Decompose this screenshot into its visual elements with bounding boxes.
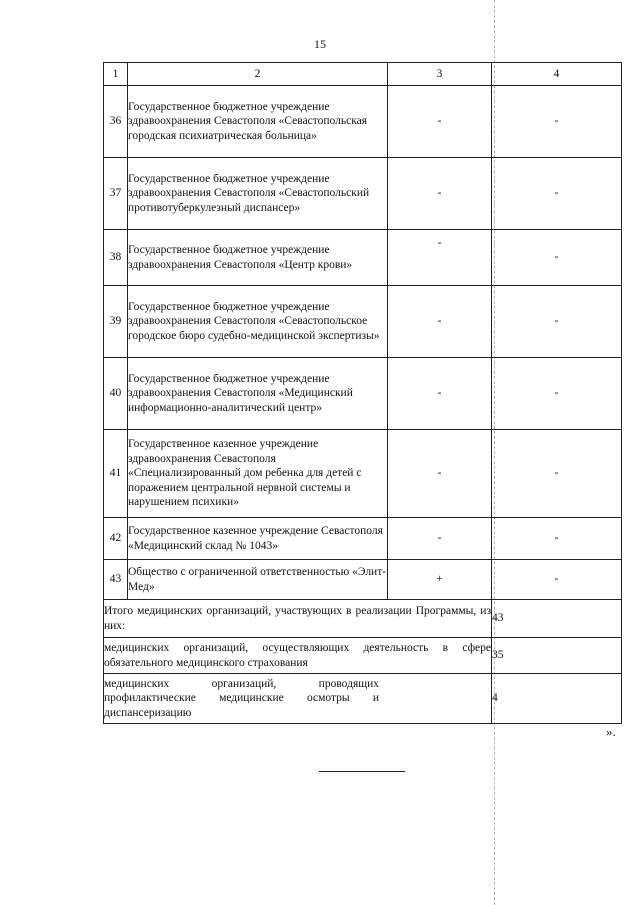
table-row — [104, 286, 622, 358]
table-row — [104, 518, 622, 560]
table-header-row — [104, 63, 622, 86]
totals-row — [104, 600, 622, 638]
col3-mark: - — [388, 230, 492, 286]
col4-mark: - — [492, 430, 622, 518]
organization-name: Государственное бюджетное учреждение здравоохранения Севастополя «Севастопольский противотуберкулезный диспансер» — [128, 158, 388, 230]
organization-name: Государственное бюджетное учреждение здравоохранения Севастополя «Центр крови» — [128, 230, 388, 286]
col4-mark: - — [492, 230, 622, 286]
col3-mark: - — [388, 286, 492, 358]
col4-mark: - — [492, 518, 622, 560]
totals-label: медицинских организаций, проводящих профилактические медицинские осмотры и диспансеризацию — [104, 674, 492, 724]
organization-name: Государственное казенное учреждение Севастополя «Медицинский склад № 1043» — [128, 518, 388, 560]
end-rule — [319, 771, 405, 772]
row-number: 40 — [104, 358, 128, 430]
totals-value: 4 — [492, 674, 622, 724]
organization-name: Государственное бюджетное учреждение здравоохранения Севастополя «Севастопольская городская психиатрическая больница» — [128, 86, 388, 158]
col4-mark: - — [492, 358, 622, 430]
col4-mark: - — [492, 286, 622, 358]
table-row — [104, 230, 622, 286]
row-number: 37 — [104, 158, 128, 230]
row-number: 36 — [104, 86, 128, 158]
table-row — [104, 560, 622, 600]
table-row — [104, 158, 622, 230]
row-number: 43 — [104, 560, 128, 600]
organizations-table — [103, 62, 622, 724]
page-number: 15 — [314, 37, 326, 51]
row-number: 41 — [104, 430, 128, 518]
col3-mark: - — [388, 518, 492, 560]
totals-label: медицинских организаций, осуществляющих деятельность в сфере обязательного медицинского страхования — [104, 638, 492, 674]
col3-mark: - — [388, 358, 492, 430]
header-col-2: 2 — [128, 63, 388, 86]
col4-mark: - — [492, 158, 622, 230]
col4-mark: - — [492, 560, 622, 600]
closing-quote-mark: ». — [606, 724, 616, 739]
header-col-3: 3 — [388, 63, 492, 86]
row-number: 42 — [104, 518, 128, 560]
col3-mark: - — [388, 86, 492, 158]
row-number: 39 — [104, 286, 128, 358]
totals-label: Итого медицинских организаций, участвующих в реализации Программы, из них: — [104, 600, 492, 638]
header-col-1: 1 — [104, 63, 128, 86]
totals-row — [104, 674, 622, 724]
col3-mark: + — [388, 560, 492, 600]
organization-name: Общество с ограниченной ответственностью «Элит-Мед» — [128, 560, 388, 600]
header-col-4: 4 — [492, 63, 622, 86]
col3-mark: - — [388, 158, 492, 230]
table-row — [104, 86, 622, 158]
col4-mark: - — [492, 86, 622, 158]
organization-name: Государственное бюджетное учреждение здравоохранения Севастополя «Медицинский информационно-аналитический центр» — [128, 358, 388, 430]
col3-mark: - — [388, 430, 492, 518]
table-row — [104, 358, 622, 430]
table-row — [104, 430, 622, 518]
organization-name: Государственное бюджетное учреждение здравоохранения Севастополя «Севастопольское городское бюро судебно-медицинской экспертизы» — [128, 286, 388, 358]
row-number: 38 — [104, 230, 128, 286]
organization-name: Государственное казенное учреждение здравоохранения Севастополя «Специализированный дом ребенка для детей с поражением центральной нервной системы и нарушением психики» — [128, 430, 388, 518]
totals-value: 35 — [492, 638, 622, 674]
totals-value: 43 — [492, 600, 622, 638]
totals-row — [104, 638, 622, 674]
